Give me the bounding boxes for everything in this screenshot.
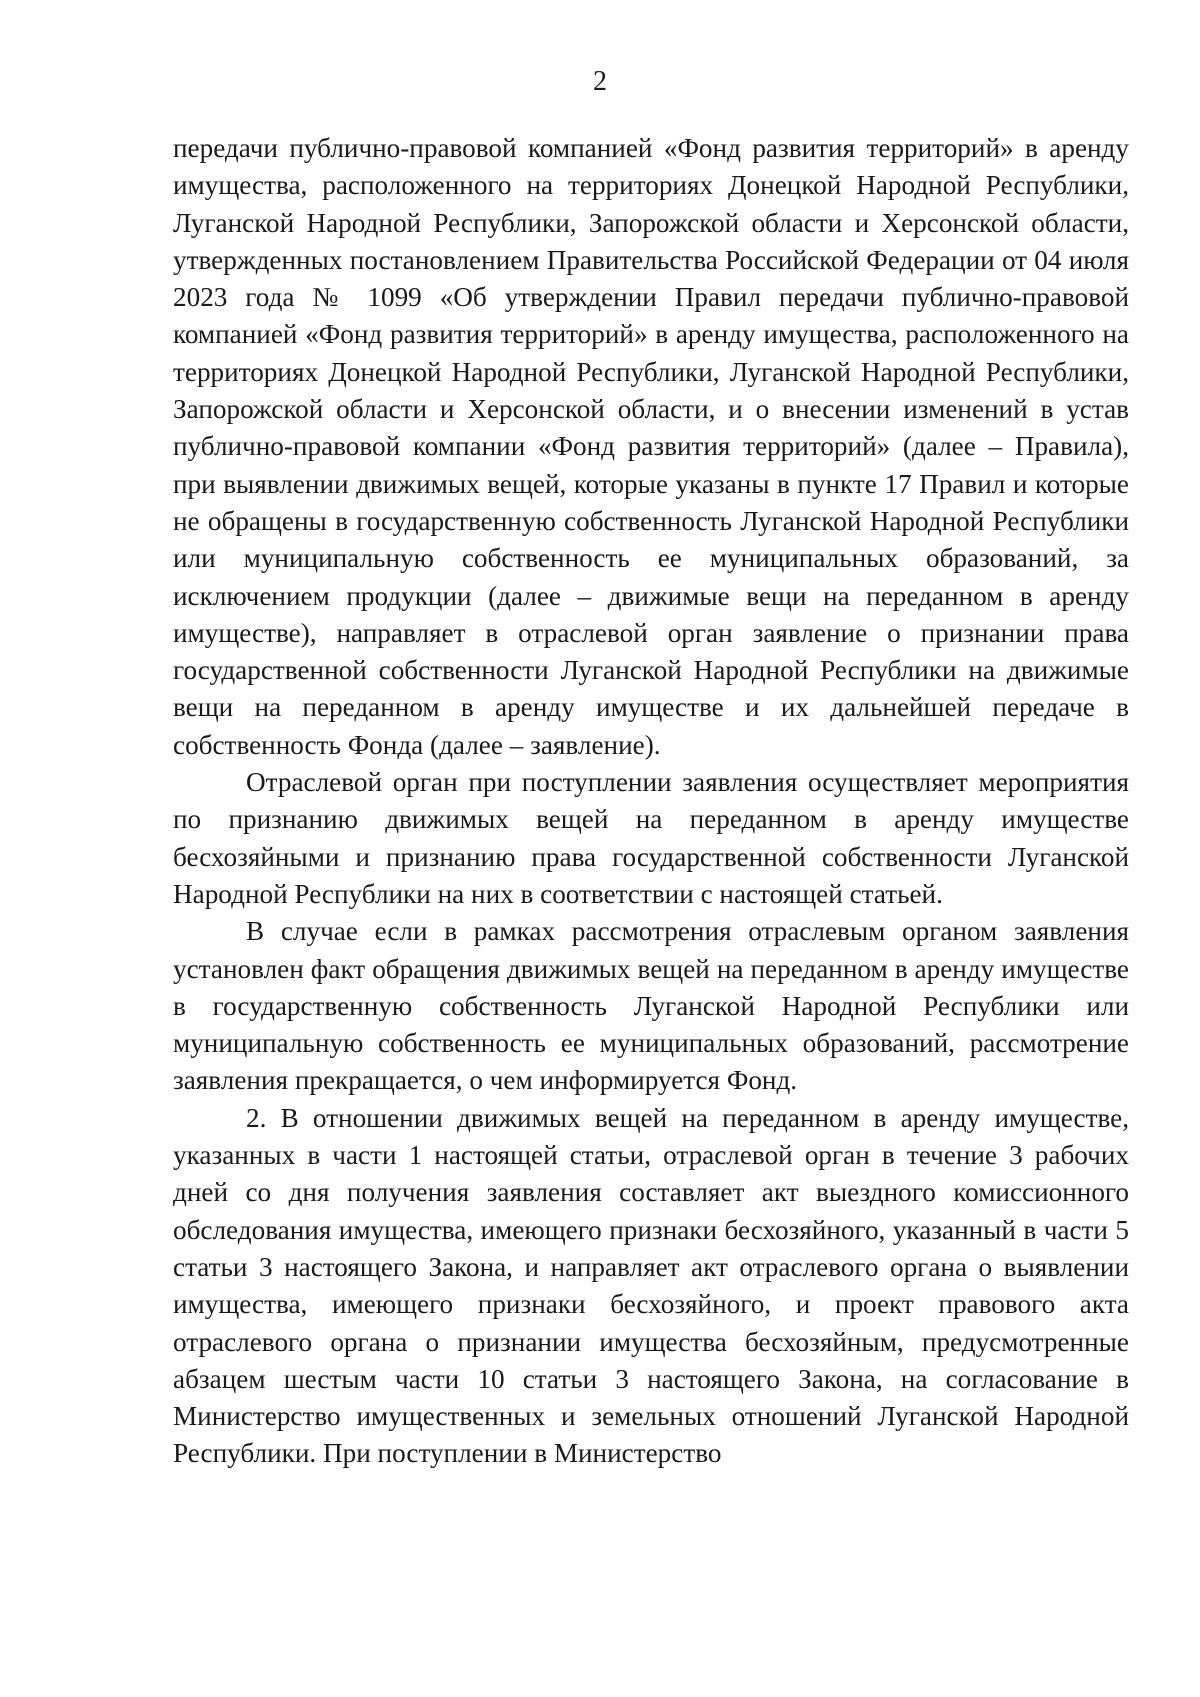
paragraph-part-2: 2. В отношении движимых вещей на переданном в аренду имуществе, указанных в части 1 настоящей статьи, отраслевой орган в течение 3 рабочих дней со дня получения заявления составляет акт выездного комиссионного обследования имущества, имеющего признаки бесхозяйного, указанный в части 5 статьи 3 настоящего Закона, и направляет акт отраслевого органа о выявлении имущества, имеющего признаки бесхозяйного, и проект правового акта отраслевого органа о признании имущества бесхозяйным, предусмотренные абзацем шестым части 10 статьи 3 настоящего Закона, на согласование в Министерство имущественных и земельных отношений Луганской Народной Республики. При поступлении в Министерство [173, 1102, 1129, 1469]
page-number: 2 [593, 66, 607, 97]
paragraph-review-termination: В случае если в рамках рассмотрения отраслевым органом заявления установлен факт обращения движимых вещей на переданном в аренду имуществе в государственную собственность Луганской Народной Республики или муниципальную собственность ее муниципальных образований, рассмотрение заявления прекращается, о чем информируется Фонд. [173, 916, 1129, 1096]
document-body [173, 130, 1129, 1473]
paragraph-continuation: передачи публично-правовой компанией «Фонд развития территорий» в аренду имущества, расположенного на территориях Донецкой Народной Республики, Луганской Народной Республики, Запорожской области и Херсонской области, утвержденных постановлением Правительства Российской Федерации от 04 июля 2023 года № 1099 «Об утверждении Правил передачи публично-правовой компанией «Фонд развития территорий» в аренду имущества, расположенного на территориях Донецкой Народной Республики, Луганской Народной Республики, Запорожской области и Херсонской области, и о внесении изменений в устав публично-правовой компании «Фонд развития территорий» (далее – Правила), при выявлении движимых вещей, которые указаны в пункте 17 Правил и которые не обращены в государственную собственность Луганской Народной Республики или муниципальную собственность ее муниципальных образований, за исключением продукции (далее – движимые вещи на переданном в аренду имуществе), направляет в отраслевой орган заявление о признании права государственной собственности Луганской Народной Республики на движимые вещи на переданном в аренду имуществе и их дальнейшей передаче в собственность Фонда (далее – заявление). [173, 133, 1129, 760]
paragraph-sectoral-body-measures: Отраслевой орган при поступлении заявления осуществляет мероприятия по признанию движимых вещей на переданном в аренду имуществе бесхозяйными и признанию права государственной собственности Луганской Народной Республики на них в соответствии с настоящей статьей. [173, 767, 1129, 909]
